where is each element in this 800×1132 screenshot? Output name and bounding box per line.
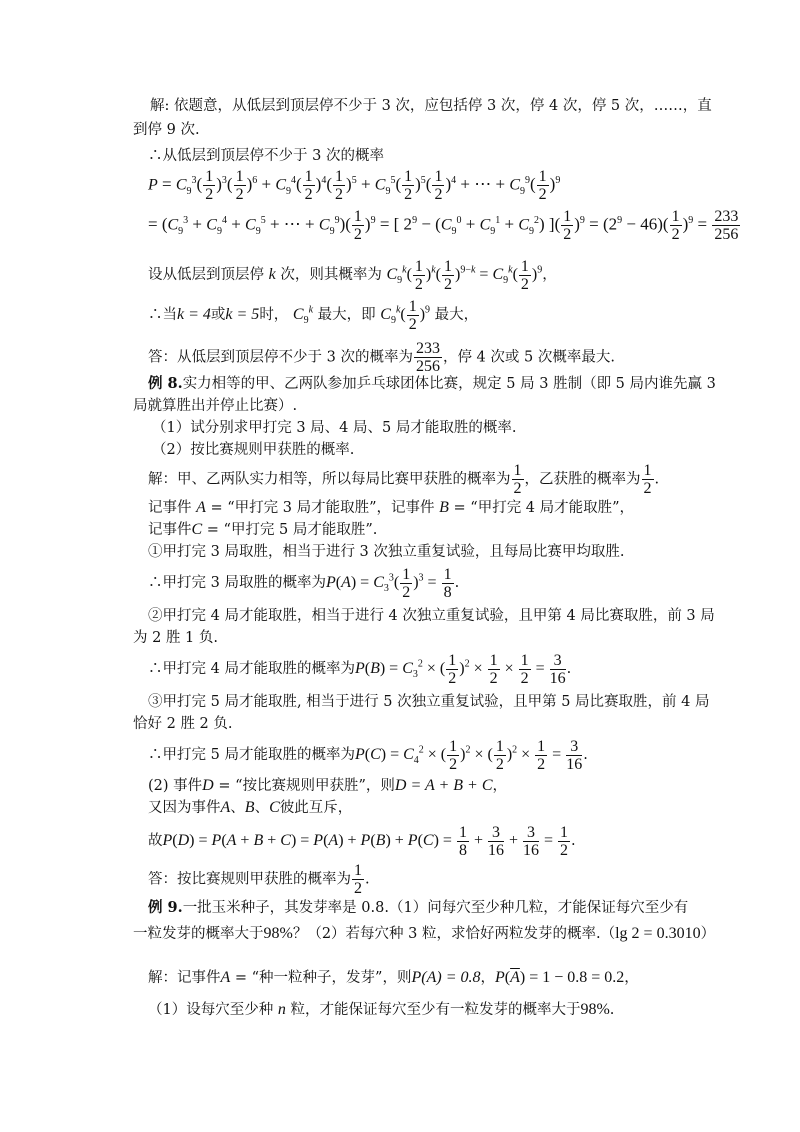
set-k-line: 设从低层到顶层停 k 次，则其概率为 $C_9^k$( $\frac{1}{2}$ )$^k$( $\frac{1}{2}$ )$^{9-k} = C_9^k$( $\frac{1}{2}$ )$^9$，: [148, 258, 557, 293]
case2-line1: ②甲打完 4 局才能取胜，相当于进行 4 次独立重复试验，且甲第 4 局比赛取胜，前 3 局: [148, 608, 715, 624]
solution-intro-line1: 解: 依题意，从低层到顶层停不少于 3 次，应包括停 3 次，停 4 次，停 5 次，……，直: [150, 98, 712, 114]
probability-label: ∴从低层到顶层停不少于 3 次的概率: [148, 148, 384, 164]
example9-solution: 解：记事件A = “种一粒种子，发芽”，则P(A) = 0.8，$P(\overline{A}) = 1 - 0.8 = 0.2$，: [148, 969, 639, 986]
total-probability-line: 故P(D) = P(A + B + C) = P(A) + P(B) + P(C) = $\frac{1}{8}$ + $\frac{3}{16}$ + $\frac{3}{16}$ = $\frac{1}{2}$ .: [148, 824, 576, 859]
equation-sum-of-terms: $P = C_9^3$( $\frac{1}{2}$ )$^3$( $\frac{1}{2}$ )$^6 + C_9^4$( $\frac{1}{2}$ )$^4$( $\frac{1}{2}$ )$^5 + C_9^5$( $\frac{1}{2}$ )$^5$( $\frac{1}{2}$ )$^4$ + ⋯ + $C_9^9$( $\frac{1}{2}$ )$^9$: [148, 168, 561, 203]
equation-simplified: = ($C_9^3 + C_9^4 + C_9^5$ + ⋯ + $C_9^9$)( $\frac{1}{2}$ )$^9$ = [ $2^9 - (C_9^0 + C_9^1 + C_9^2)$ ]( $\frac{1}{2}$ )$^9 = (2^9 - 46)$( $\frac{1}{2}$ )$^9$ = $\frac{233}{256}$: [148, 208, 739, 243]
event-c-line: 记事件C = “甲打完 5 局才能取胜”.: [148, 521, 378, 538]
example9-line1: 例 9.一批玉米种子，其发芽率是 0.8.（1）问每穴至少种几粒，才能保证每穴至少有: [148, 899, 689, 916]
example8-question1: （1）试分别求甲打完 3 局、4 局、5 局才能取胜的概率.: [152, 420, 517, 436]
case1-line: ①甲打完 3 局取胜，相当于进行 3 次独立重复试验，且每局比赛甲均取胜.: [148, 544, 625, 560]
case2-probability: ∴甲打完 4 局才能取胜的概率为$P(B) = C_3^2$ × ( $\frac{1}{2}$ )$^2$ × $\frac{1}{2}$ × $\frac{1}{2}$ = $\frac{3}{16}$ .: [148, 652, 572, 687]
event-a-b-line: 记事件 A = “甲打完 3 局才能取胜”，记事件 B = “甲打完 4 局才能取胜”，: [148, 499, 635, 516]
answer-line-1: 答：从低层到顶层停不少于 3 次的概率为 $\frac{233}{256}$ ，停 4 次或 5 次概率最大.: [148, 340, 615, 375]
mutually-exclusive-line: 又因为事件A、B、C彼此互斥，: [148, 799, 353, 816]
case1-probability: ∴甲打完 3 局取胜的概率为$P(A) = C_3^3$( $\frac{1}{2}$ )$^3$ = $\frac{1}{8}$ .: [148, 566, 460, 601]
example8-line2: 局就算胜出并停止比赛）.: [133, 398, 298, 414]
case3-probability: ∴甲打完 5 局才能取胜的概率为$P(C) = C_4^2$ × ( $\frac{1}{2}$ )$^2$ × ( $\frac{1}{2}$ )$^2$ × $\frac{1}{2}$ = $\frac{3}{16}$ .: [148, 738, 588, 773]
example9-q1-solution: （1）设每穴至少种 n 粒，才能保证每穴至少有一粒发芽的概率大于98%.: [148, 1001, 615, 1018]
example8-solution-intro: 解：甲、乙两队实力相等，所以每局比赛甲获胜的概率为 $\frac{1}{2}$ ，乙获胜的概率为 $\frac{1}{2}$ .: [148, 462, 660, 497]
example8-line1: 例 8.实力相等的甲、乙两队参加乒乓球团体比赛，规定 5 局 3 胜制（即 5 局内谁先赢 3: [148, 375, 716, 392]
solution-intro-line2: 到停 9 次.: [133, 122, 200, 138]
example8-answer: 答：按比赛规则甲获胜的概率为 $\frac{1}{2}$ .: [148, 862, 370, 897]
event-d-line: (2) 事件D = “按比赛规则甲获胜”，则D = A + B + C，: [148, 777, 508, 794]
example8-label: 例 8.: [148, 375, 183, 392]
example8-question2: （2）按比赛规则甲获胜的概率.: [152, 442, 355, 458]
case3-line1: ③甲打完 5 局才能取胜, 相当于进行 5 次独立重复试验，且甲第 5 局比赛取胜，前 4 局: [148, 694, 710, 710]
case2-line2: 为 2 胜 1 负.: [133, 630, 218, 646]
example9-label: 例 9.: [148, 899, 183, 916]
example9-line2: 一粒发芽的概率大于98%？（2）若每穴种 3 粒，求恰好两粒发芽的概率.（lg 2 = 0.3010）: [133, 925, 716, 942]
max-k-line: ∴当k = 4或k = 5时， $C_9^k$ 最大，即 $C_9^k$( $\frac{1}{2}$ )$^9$ 最大，: [148, 298, 479, 333]
case3-line2: 恰好 2 胜 2 负.: [133, 716, 233, 732]
